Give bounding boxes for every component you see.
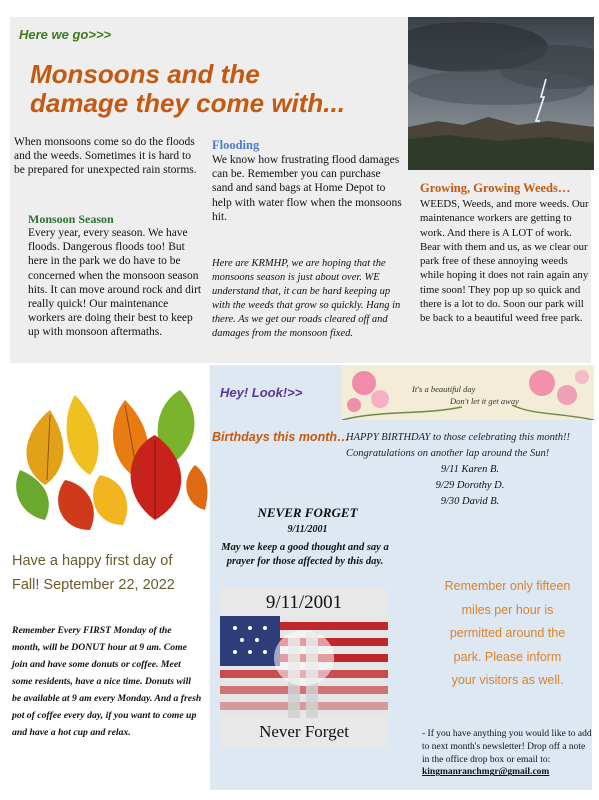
kicker-text: Here we go>>> <box>19 27 112 42</box>
leaves-illustration <box>5 380 210 540</box>
speed-line: miles per hour is <box>461 602 554 617</box>
birthday-names-list <box>400 462 540 510</box>
intro-text: When monsoons come so do the floods and the weeds. Sometimes it is hard to be prepared for unexpected rain storms. <box>14 136 197 177</box>
newsletter-note <box>422 728 594 779</box>
speed-limit-reminder <box>430 575 585 693</box>
headline-line-2: damage they come with... <box>30 88 345 118</box>
donut-hour-text: Remember Every FIRST Monday of the month, will be DONUT hour at 9 am. Come join and have some donuts or coffee. Meet some residents, have a nice time. Donuts will be available at 9 am every Monday. And a fresh pot of coffee every day, if you want to come up and have a hot cup and relax. <box>12 625 202 738</box>
memorial-image <box>220 588 388 748</box>
fall-greeting <box>12 549 212 597</box>
hey-look-label: Hey! Look!>> <box>220 385 303 400</box>
never-forget-heading: NEVER FORGET <box>257 505 358 520</box>
list-item: 9/29 Dorothy D. <box>435 480 505 491</box>
fall-line-2: Fall! September 22, 2022 <box>12 577 175 593</box>
contact-email-link[interactable]: kingmanranchmgr@gmail.com <box>422 767 550 778</box>
birthdays-heading: Birthdays this month… <box>212 430 350 444</box>
monsoon-season-text: Every year, every season. We have floods. Dangerous floods too! But here in the park we do have to be concerned when the monsoon season hits. It can move around rock and dirt really quick! Our maintenance workers are doing their best to keep up with monsoon aftermaths. <box>28 227 202 339</box>
speed-line: Remember only fifteen <box>444 579 571 593</box>
never-forget-date: 9/11/2001 <box>287 524 328 535</box>
birthday-line-2: Congratulations on another lap around the Sun! <box>346 448 550 459</box>
never-forget-text: May we keep a good thought and say a prayer for those affected by this day. <box>221 542 389 567</box>
flooding-note: Here are KRMHP, we are hoping that the monsoons season is just about over. WE understand that, it can be hard keeping up with the weeds that grow so quickly. Hang in there. As we get our roads cleared off and damages from the monsoon fixed. <box>212 258 401 339</box>
memorial-image-caption: Never Forget <box>259 722 349 741</box>
flooding-text: We know how frustrating flood damages can be. Remember you can purchase sand and sand bags at Home Depot to help with water flow when the monsoons hit. <box>212 154 402 223</box>
memorial-image-date: 9/11/2001 <box>265 592 343 613</box>
page-title <box>30 60 400 118</box>
headline-line-1: Monsoons and the <box>30 59 260 89</box>
speed-line: park. Please inform <box>453 649 562 664</box>
list-item: 9/30 David B. <box>440 496 500 507</box>
birthday-line-1: HAPPY BIRTHDAY to those celebrating this month!! <box>346 432 570 443</box>
weeds-heading: Growing, Growing Weeds… <box>420 181 571 195</box>
flower-banner <box>342 365 594 420</box>
storm-image <box>408 17 594 170</box>
monsoon-season-heading: Monsoon Season <box>28 212 114 226</box>
autumn-leaves-image <box>5 380 210 540</box>
flooding-heading: Flooding <box>212 138 260 152</box>
newsletter-note-text: - If you have anything you would like to add to next month's newsletter! Drop off a note in the office drop box or email to: <box>422 729 592 765</box>
birthdays-message <box>346 430 596 462</box>
weeds-text: WEEDS, Weeds, and more weeds. Our maintenance workers are getting to work. And there is A LOT of work. Bear with them and us, as we clear our park free of these annoying weeds while hoping it does not rain again any time soon! They pop up so quick and there is a lot to do. Soon our park will be back to a beautiful weed free park. <box>420 198 589 325</box>
storm-photo <box>408 17 594 170</box>
speed-line: your visitors as well. <box>451 673 564 687</box>
banner-line-2: Don't let it get away <box>450 396 519 406</box>
list-item: 9/11 Karen B. <box>440 464 500 475</box>
banner-line-1: It's a beautiful day <box>412 384 476 394</box>
speed-line: permitted around the <box>449 626 566 640</box>
fall-line-1: Have a happy first day of <box>12 553 173 569</box>
